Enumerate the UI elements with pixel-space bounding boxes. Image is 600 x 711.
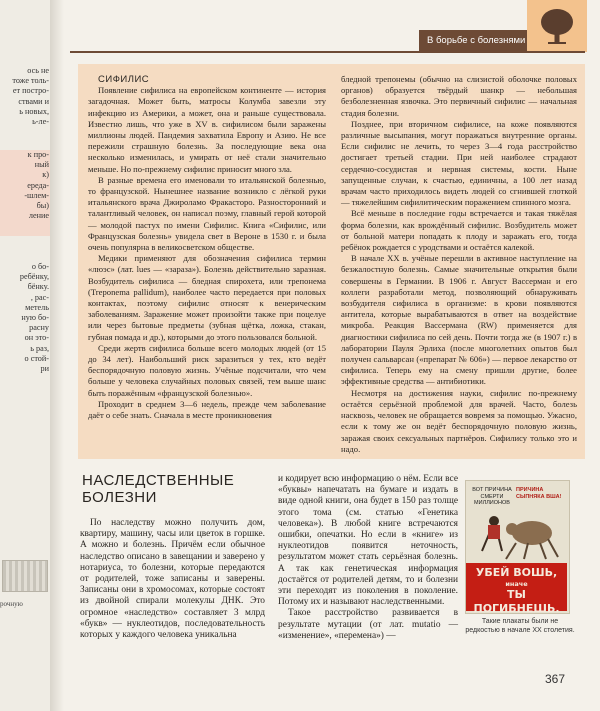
left-text-fragment: ный — [34, 160, 49, 170]
left-text-fragment: ет постро- — [12, 86, 49, 96]
article-paragraph: Такое расстройство развивается в результате мутации (от лат. mutatio — «изменение», «перемена») — — [278, 608, 458, 641]
sidebar-paragraph: В начале XX в. учёные перешли в активное наступление на безжалостную болезнь. Самые значительные открытия были совершены в Германии. В 1906 г. Август Вассерман и его коллеги разработали метод, позволяющий обнаруживать возбудителя сифилиса в организме: в крови появляются антитела, которые вырабатываются в ответ на воздействие микроба. Реакция Вассермана (RW) применяется для диагностики сифилиса по сей день. Почти тогда же (в 1907 г.) в лаборатории Пауля Эрлиха (после многолетних опытов был получен сальварсан («препарат № 606») — первое лекарство от сифилиса. Теперь ему на смену пришли другие, более эффективные средства — антибиотики. — [341, 253, 577, 387]
sidebar-paragraph: Среди жертв сифилиса больше всего молодых людей (от 15 до 34 лет). Наибольший риск заразиться у тех, кто ведёт беспорядочную половую жизнь. Учёные подсчитали, что чем больше у человека случайных половых связей, тем выше шанс быть поражённым «французской болезнью». — [88, 342, 326, 398]
article-column-left — [80, 518, 265, 641]
left-text-fragment: ную бо- — [21, 313, 49, 323]
tree-icon — [538, 6, 576, 46]
propaganda-poster — [465, 480, 570, 614]
left-text-fragment: ь-ле- — [32, 117, 49, 127]
left-text-fragment: ь новых, — [19, 106, 49, 116]
left-text-fragment: ось не — [27, 66, 49, 75]
header-badge — [527, 0, 587, 52]
sidebar-paragraph: Медики применяют для обозначения сифилиса термин «люэс» (лат. lues — «зараза»). Болезнь действительно заразная. Возбудитель сифилиса — бледная спирохета, или трепонема (Treponema pallidum), наиболее часто передается при половых контактах, поэтому сифилис относят к венерическим заболеваниям. Заражение может произойти также при поцелуе или через бытовые предметы (зубная щётка, ложка, стакан, губная помада и др.), которыми до этого пользовался больной. — [88, 253, 326, 342]
left-thumbnail-image — [2, 560, 48, 592]
sidebar-column-left — [88, 74, 326, 421]
book-spine-shadow — [50, 0, 64, 711]
left-text-fragment: он это- — [24, 333, 49, 343]
left-text-fragment: ствами и — [18, 96, 49, 106]
left-text-fragment: бёнку. — [27, 282, 49, 292]
left-text-fragment: к) — [42, 170, 49, 180]
article-title-line: БОЛЕЗНИ — [82, 489, 157, 506]
sidebar-column-right — [341, 74, 577, 455]
poster-red-text: ПРИЧИНА СЫПНЯКА ВША! — [516, 487, 562, 500]
poster-caption: Такие плакаты были не редкостью в начале XX столетия. — [465, 618, 575, 634]
left-text-fragment: , рас- — [30, 292, 49, 302]
sidebar-paragraph: Проходит в среднем 3—6 недель, прежде чем заболевание даёт о себе знать. Сначала в месте проникновения — [88, 398, 326, 421]
sidebar-paragraph: В разные времена его именовали то итальянской болезнью, то французской. Нынешнее название возникло с лёгкой руки итальянского врача Джироламо Фракасторо. Разносторонний и талантливый человек, он написал поэму, главный герой которой — молодой пастух по имени Сифилис. Книга «Сифилис, или Французская болезнь» увидела свет в Вероне в 1530 г. и была очень популярна в великосветском обществе. — [88, 174, 326, 253]
left-text-fragment: к про- — [27, 150, 49, 159]
sidebar-paragraph: Позднее, при вторичном сифилисе, на коже появляются различные высыпания, могут поражаться внутренние органы. Если сифилис не лечить, то через 3—4 года расстройство достигает третьей стадии. При ней наиболее страдают сердечно-сосудистая и нервная системы, кости. Ныне запущенные случаи, к счастью, единичны, а 100 лет назад врачам часто приходилось видеть людей со сгнившей глоткой — тяжелейшим сифилитическим поражением спинного мозга. — [341, 118, 577, 208]
previous-page-strip — [0, 0, 52, 711]
left-text-fragment: ление — [28, 211, 49, 221]
left-text-fragment: ереда- — [27, 180, 49, 190]
sidebar-title: СИФИЛИС — [98, 74, 150, 85]
poster-slogan-1: УБЕЙ ВОШЬ, — [475, 566, 558, 579]
left-text-block-1 — [0, 66, 52, 127]
poster-slogan-band — [466, 563, 567, 615]
left-text-block-2 — [0, 150, 52, 236]
page-number: 367 — [545, 672, 566, 686]
article-paragraph: По наследству можно получить дом, квартиру, машину, часы или цветок в горшке. А можно и болезнь. Причём если обычное наследство описано в завещании и заверено у нотариуса, то болезни, которые передаются от родителей, тоже записаны и заверены. Записаны они в хромосомах, которые состоят из двойной спирали молекулы ДНК. Это огромное «наследство» составляет 3 млрд «букв» — нуклеотидов, последовательность которых у каждого человека уникальна — [80, 518, 265, 641]
article-title — [82, 472, 234, 506]
sidebar-paragraph: бледной трепонемы (обычно на слизистой оболочке половых органов) образуется твёрдый шанкр — небольшая безболезненная язвочка. Это первичный сифилис — начальная стадия болезни. — [341, 74, 577, 118]
left-text-fragment: ри — [40, 364, 49, 374]
header-rule — [70, 51, 585, 53]
left-text-fragment: бы) — [36, 201, 49, 211]
left-text-fragment: о бо- — [31, 262, 49, 271]
poster-slogan-3: ТЫ ПОГИБНЕШЬ. — [473, 588, 560, 615]
left-text-fragment: тоже толь- — [12, 76, 49, 86]
sidebar-paragraph: Появление сифилиса на европейском континенте — история загадочная. Может быть, матросы Колумба завезли эту инфекцию из Америки, а может, она и раньше существовала. Известно лишь, что уже в XV в. сифилисом были заражены миллионы людей. Пандемия захватила Европу и Азию. Не все пережили страшную болезнь. За последующие века она несколько изменилась, и умирать от неё стали значительно меньше. Но по-прежнему сифилис приносит много зла. — [88, 85, 326, 174]
poster-illustration — [472, 507, 564, 561]
article-paragraph: и кодирует всю информацию о нём. Если все «буквы» напечатать на бумаге и издать в виде одной книги, она будет в 150 раз толще этого тома (см. статью «Генетика человека»). В любой книге встречаются ошибки, опечатки. Но если в «книге» из нуклеотидов появится неточность, результатом может стать серьёзная болезнь. А так как генетическая информация достаётся от родителей детям, то и болезни эти переходят из поколения в поколение. Потому их и называют наследственными. — [278, 474, 458, 608]
left-caption-fragment: рочную — [0, 600, 23, 608]
left-text-fragment: расну — [29, 323, 49, 333]
poster-top-text: ВОТ ПРИЧИНА СМЕРТИ МИЛЛИОНОВ — [472, 487, 512, 507]
left-text-fragment: метель — [25, 302, 49, 312]
left-text-fragment: -шлем- — [24, 190, 49, 200]
left-text-fragment: о стой- — [24, 353, 49, 363]
article-title-line: НАСЛЕДСТВЕННЫЕ — [82, 472, 235, 489]
article-column-right — [278, 474, 458, 642]
sidebar-paragraph: Несмотря на достижения науки, сифилис по-прежнему остаётся серьёзной проблемой для врачей. Часто, болезь насквозь, человек не обращается вовремя за помощью. Ужасно, если к тому же он ведёт беспорядочную половую жизнь, заражая своих сексуальных партнёров. Сифилису только это и надо. — [341, 387, 577, 454]
left-text-fragment: ь раз, — [30, 343, 49, 353]
section-header: В борьбе с болезнями — [419, 30, 527, 52]
syphilis-sidebar-box — [78, 64, 585, 459]
left-text-fragment: ребёнку, — [19, 272, 49, 282]
sidebar-paragraph: Всё меньше в последние годы встречается и такая тяжёлая форма болезни, как врождённый сифилис. Возбудитель может от больной матери попадать к плоду и заражать его, тогда ребёнок рождается с уродствами и остаётся калекой. — [341, 208, 577, 253]
left-text-block-3 — [0, 262, 52, 374]
poster-slogan-2: иначе — [505, 580, 528, 588]
